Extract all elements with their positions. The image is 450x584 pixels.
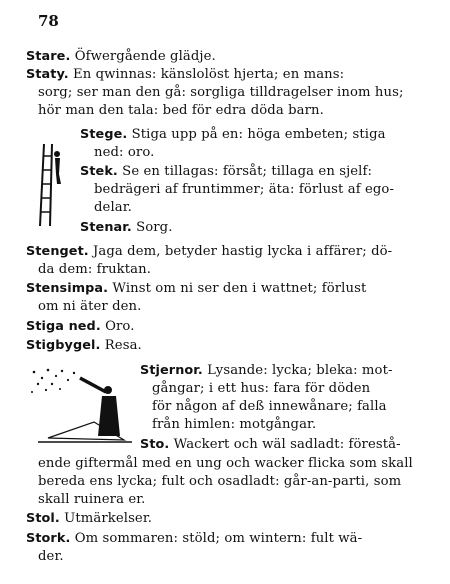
definition-text: delar.	[94, 200, 132, 215]
definition-text: ende giftermål med en ung och wacker flicka som skall	[38, 456, 413, 471]
entry-line	[80, 219, 173, 237]
entry-line	[152, 380, 370, 398]
entry-line	[26, 243, 392, 261]
headword: Stege.	[80, 127, 128, 142]
definition-text: hör man den tala: bed för edra döda barn.	[38, 103, 324, 118]
entry-line	[152, 398, 387, 416]
headword: Stenget.	[26, 244, 89, 259]
definition-text: Jaga dem, betyder hastig lycka i affärer; dö-	[88, 244, 393, 259]
entry-line	[94, 181, 394, 199]
definition-text: da dem: fruktan.	[38, 262, 151, 277]
headword: Stek.	[80, 164, 118, 179]
entry-line	[26, 318, 135, 336]
entry-line	[38, 102, 324, 120]
entry-line	[80, 126, 386, 144]
stargazer-illustration	[28, 362, 138, 446]
definition-text: bereda ens lycka; fult och osadladt: går-an-parti, som	[38, 474, 402, 489]
definition-text: Öfwergående glädje.	[70, 49, 216, 64]
ladder-illustration	[38, 140, 66, 228]
headword: Stjernor.	[140, 363, 203, 378]
entry-line	[38, 473, 401, 491]
entry-line	[38, 298, 141, 316]
entry-line	[26, 337, 142, 355]
definition-text: Utmärkelser.	[59, 511, 153, 526]
entry-line	[26, 48, 216, 66]
definition-text: der.	[38, 549, 64, 564]
entry-line	[94, 144, 154, 162]
definition-text: för någon af deß innewånare; falla	[152, 399, 387, 414]
headword: Stenar.	[80, 220, 132, 235]
definition-text: Se en tillagas: försåt; tillaga en sjelf:	[117, 164, 373, 179]
headword: Sto.	[140, 437, 170, 452]
page-number: 78	[38, 12, 59, 30]
definition-text: Lysande: lycka; bleka: mot-	[202, 363, 393, 378]
headword: Staty.	[26, 67, 69, 82]
headword: Stensimpa.	[26, 281, 109, 296]
definition-text: Sorg.	[131, 220, 173, 235]
headword: Stare.	[26, 49, 71, 64]
definition-text: Wackert och wäl sadladt: förestå-	[169, 437, 401, 452]
entry-line	[140, 362, 393, 380]
definition-text: Om sommaren: stöld; om wintern: fult wä-	[70, 531, 363, 546]
definition-text: ned: oro.	[94, 145, 155, 160]
definition-text: från himlen: motgångar.	[152, 417, 317, 432]
headword: Stiga ned.	[26, 319, 101, 334]
entry-line	[152, 416, 316, 434]
entry-line	[38, 455, 413, 473]
definition-text: sorg; ser man den gå: sorgliga tilldragelser inom hus;	[38, 85, 404, 100]
entry-line	[26, 280, 366, 298]
headword: Stigbygel.	[26, 338, 101, 353]
headword: Stol.	[26, 511, 60, 526]
definition-text: skall ruinera er.	[38, 492, 146, 507]
headword: Stork.	[26, 531, 71, 546]
definition-text: gångar; i ett hus: fara för döden	[152, 381, 371, 396]
entry-line	[38, 548, 64, 566]
definition-text: Oro.	[100, 319, 135, 334]
entry-line	[26, 530, 362, 548]
definition-text: bedrägeri af fruntimmer; äta: förlust af ego-	[94, 182, 395, 197]
definition-text: En qwinnas: känslolöst hjerta; en mans:	[68, 67, 345, 82]
definition-text: om ni äter den.	[38, 299, 142, 314]
definition-text: Resa.	[100, 338, 142, 353]
entry-line	[26, 510, 152, 528]
entry-line	[80, 163, 372, 181]
entry-line	[38, 491, 145, 509]
entry-line	[38, 84, 404, 102]
definition-text: Stiga upp på en: höga embeten; stiga	[127, 127, 386, 142]
entry-line	[38, 261, 151, 279]
entry-line	[140, 436, 401, 454]
entry-line	[26, 66, 344, 84]
definition-text: Winst om ni ser den i wattnet; förlust	[108, 281, 367, 296]
entry-line	[94, 199, 132, 217]
